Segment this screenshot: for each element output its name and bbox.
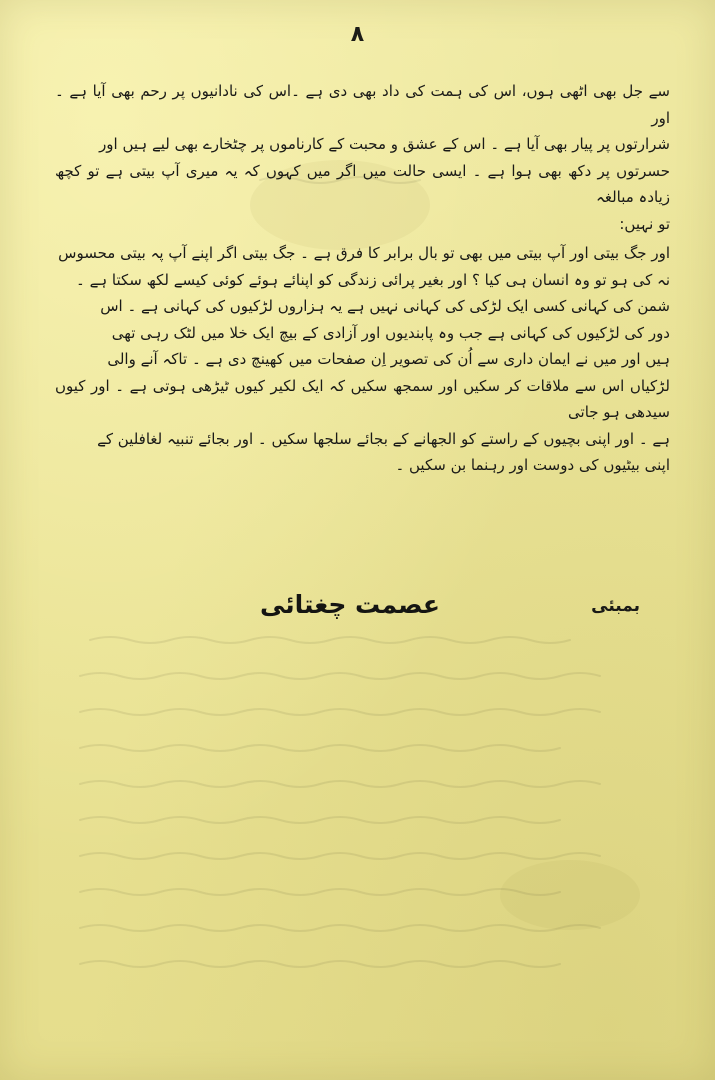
text-line: لڑکیاں اس سے ملاقات کر سکیں اور سمجھ سکیں کہ ایک لکیر کیوں ٹیڑھی ہوتی ہے ۔ اور کیوں سیدھی ہو جاتی bbox=[55, 376, 670, 421]
signature-city: بمبئی bbox=[591, 596, 640, 616]
text-line: تو نہیں: bbox=[619, 214, 670, 233]
signature-author: عصمت چغتائی bbox=[259, 590, 440, 619]
text-line: دور کی لڑکیوں کی کہانی ہے جب وہ پابندیوں اور آزادی کے بیچ ایک خلا میں لٹک رہی تھی bbox=[111, 323, 670, 342]
paper-stain bbox=[500, 860, 640, 930]
text-line: سے جل بھی اٹھی ہوں، اس کی ہمت کی داد بھی دی ہے ۔اس کی نادانیوں پر رحم بھی آیا ہے ۔ اور bbox=[55, 82, 670, 127]
text-line: اپنی بیٹیوں کی دوست اور رہنما بن سکیں ۔ bbox=[395, 456, 670, 474]
preface-paragraph-2 bbox=[55, 240, 670, 479]
page-number: ۸ bbox=[350, 22, 365, 47]
text-line: ہیں اور میں نے ایمان داری سے اُن کی تصویر اِن صفحات میں کھینچ دی ہے ۔ تاکہ آنے والی bbox=[107, 350, 670, 368]
text-line: نہ کی ہو تو وہ انسان ہی کیا ؟ اور بغیر پرائی زندگی کو اپنائے ہوئے کوئی کیسے لکھ سکتا ہے ۔ bbox=[76, 270, 670, 289]
text-line: شرارتوں پر پیار بھی آیا ہے ۔ اس کے عشق و محبت کے کارناموں پر چٹخارے بھی لیے ہیں اور bbox=[99, 135, 670, 153]
text-line: شمن کی کہانی کسی ایک لڑکی کی کہانی نہیں ہے یہ ہزاروں لڑکیوں کی کہانی ہے ۔ اس bbox=[100, 297, 670, 315]
text-line: ہے ۔ اور اپنی بچیوں کے راستے کو الجھانے کے بجائے سلجھا سکیں ۔ اور بجائے تنبیہ لغافلین کے bbox=[97, 429, 670, 448]
signature-block bbox=[120, 590, 640, 640]
text-line: اور جگ بیتی اور آپ بیتی میں بھی تو بال برابر کا فرق ہے ۔ جگ بیتی اگر اپنے آپ پہ بیتی محسوس bbox=[58, 244, 670, 262]
text-line: حسرتوں پر دکھ بھی ہوا ہے ۔ ایسی حالت میں اگر میں کہوں کہ یہ میری آپ بیتی ہے تو کچھ زیادہ مبالغہ bbox=[55, 161, 670, 206]
preface-paragraph-1 bbox=[55, 78, 670, 237]
